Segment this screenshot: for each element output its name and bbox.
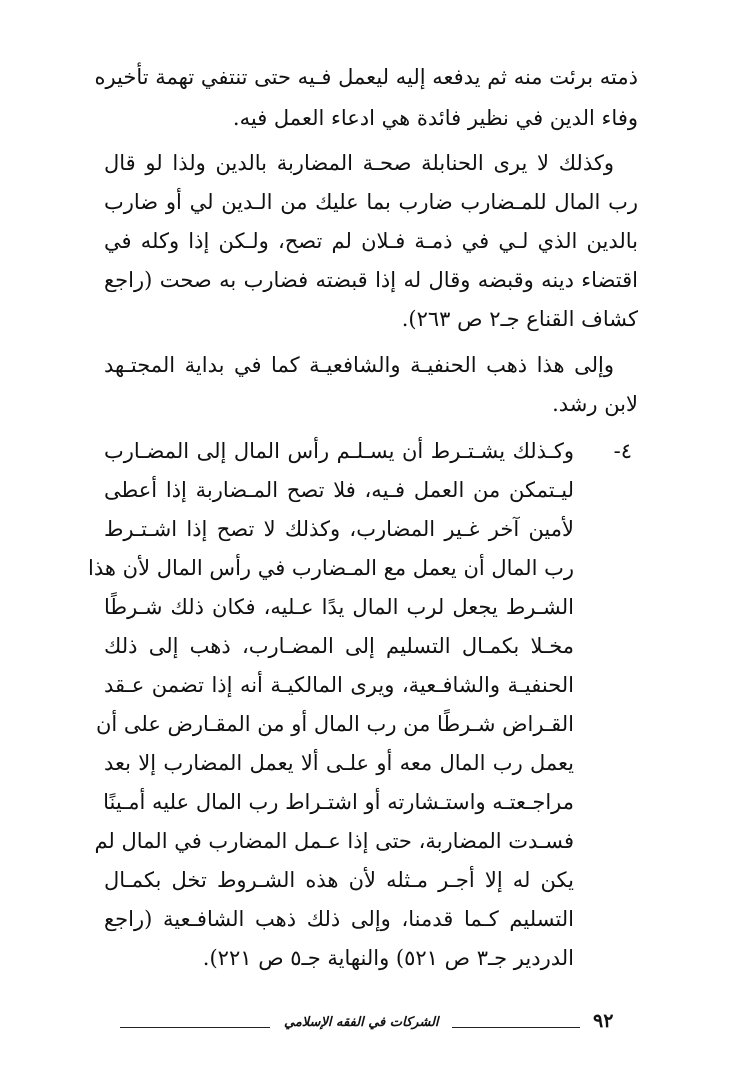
- paragraph-2-line: بالدين الذي لـي في ذمـة فـلان لم تصح، ولـكن إذا وكله في: [104, 229, 638, 253]
- paragraph-2-line: رب المال للمـضارب ضارب بما عليك من الـدين لي أو ضارب: [104, 190, 638, 214]
- list-item-line: يكن له إلا أجـر مـثله لأن هذه الشـروط تخل بكمـال: [104, 868, 574, 892]
- paragraph-3-line: وإلى هذا ذهب الحنفيـة والشافعيـة كما في بداية المجتـهد: [104, 353, 614, 377]
- footer-rule-left: [120, 1027, 270, 1028]
- list-item-number: ٤-: [613, 439, 632, 463]
- paragraph-2-line: اقتضاء دينه وقبضه وقال له إذا قبضته فضارب به صحت (راجع: [104, 268, 638, 292]
- paragraph-1-line: ذمته برئت منه ثم يدفعه إليه ليعمل فـيه حتى تنتفي تهمة تأخيره: [94, 65, 638, 89]
- list-item-line: مراجـعتـه واستـشارته أو اشتـراط رب المال عليه أمـينًا: [103, 790, 574, 814]
- page-number: ٩٢: [593, 1010, 614, 1032]
- list-item-line: الدردير جـ٣ ص ٥٢١) والنهاية جـ٥ ص ٢٢١).: [202, 946, 574, 970]
- paragraph-2-line: كشاف القناع جـ٢ ص ٢٦٣).: [401, 307, 638, 331]
- footer-book-title: الشركات في الفقه الإسلامي: [284, 1015, 439, 1030]
- list-item-line: القـراض شـرطًا من رب المال أو من المقـارض على أن: [95, 712, 574, 736]
- list-item-line: رب المال أن يعمل مع المـضارب في رأس المال لأن هذا: [88, 556, 574, 580]
- paragraph-2-line: وكذلك لا يرى الحنابلة صحـة المضاربة بالدين ولذا لو قال: [104, 151, 614, 175]
- list-item-line: مخـلا بكمـال التسليم إلى المضـارب، ذهب إلى ذلك: [104, 634, 574, 658]
- list-item-line: ليـتمكن من العمل فـيه، فلا تصح المـضاربة إذا أعطى: [104, 478, 574, 502]
- list-item-line: وكـذلك يشـتـرط أن يسـلـم رأس المال إلى المضـارب: [104, 439, 574, 463]
- list-item-line: الشـرط يجعل لرب المال يدًا عـليه، فكان ذلك شـرطًا: [104, 595, 574, 619]
- list-item-line: لأمين آخر غـير المضارب، وكذلك لا تصح إذا اشـتـرط: [104, 517, 574, 541]
- paragraph-3-line: لابن رشد.: [552, 392, 638, 416]
- list-item-line: التسليم كـما قدمنا، وإلى ذلك ذهب الشافـعية (راجع: [104, 907, 574, 931]
- footer-rule-right: [452, 1027, 580, 1028]
- list-item-line: الحنفيـة والشافـعية، ويرى المالكيـة أنه إذا تضمن عـقد: [104, 673, 574, 697]
- list-item-line: فسـدت المضاربة، حتى إذا عـمل المضارب في المال لم: [94, 829, 574, 853]
- list-item-line: يعمل رب المال معه أو علـى ألا يعمل المضارب إلا بعد: [104, 751, 574, 775]
- paragraph-1-line: وفاء الدين في نظير فائدة هي ادعاء العمل فيه.: [232, 106, 638, 130]
